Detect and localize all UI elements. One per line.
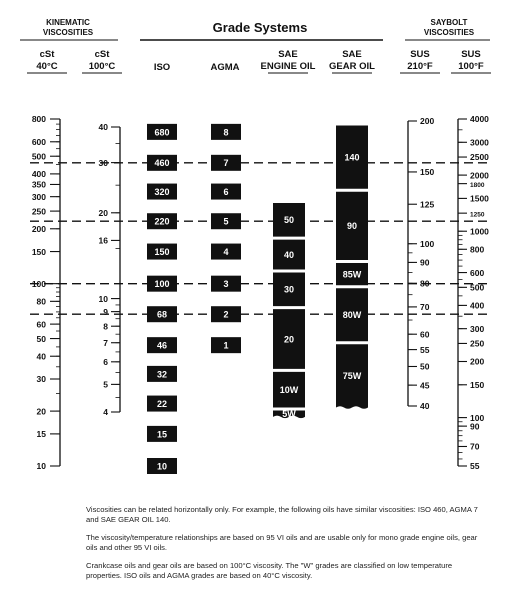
iso-label-15: 15 [156,429,168,440]
axis-tick-label-sus100-19: 55 [470,461,480,472]
axis-tick-label-cst40-16: 15 [36,429,46,440]
axis-tick-label-cst40-5: 300 [31,191,46,202]
axis-tick-label-sus100-13: 250 [470,338,485,349]
sae-engine-label-50: 50 [283,215,295,226]
axis-tick-label-sus100-17: 90 [470,421,480,432]
axis-tick-label-cst100-0: 40 [98,122,108,133]
header-kinematic-line-2: VISCOSITIES [42,28,94,37]
axis-tick-label-cst40-9: 100 [31,278,46,289]
axis-tick-label-cst100-9: 5 [103,379,108,390]
axis-tick-label-sus210-9: 50 [420,361,430,372]
axis-tick-label-sus100-7: 1000 [470,226,489,237]
iso-label-32: 32 [156,369,168,380]
column-header-sus100-line-2: 100°F [458,61,484,72]
column-header-cst40-line-2: 40°C [36,61,58,72]
sae-engine-label-40: 40 [283,249,295,260]
axis-tick-label-sus210-3: 100 [420,238,435,249]
axis-tick-label-sus210-10: 45 [420,380,430,391]
axis-tick-label-cst40-7: 200 [31,223,46,234]
axis-tick-label-sus100-9: 600 [470,267,485,278]
axis-tick-label-sus100-14: 200 [470,356,485,367]
axis-tick-label-cst40-3: 400 [31,169,46,180]
agma-label-7: 7 [223,158,229,169]
axis-tick-label-cst40-0: 800 [31,114,46,125]
axis-tick-label-sus210-11: 40 [420,401,430,412]
axis-tick-label-sus210-8: 55 [420,344,430,355]
iso-label-460: 460 [154,158,170,169]
axis-tick-label-sus210-6: 70 [420,302,430,313]
iso-label-22: 22 [156,398,168,409]
iso-label-10: 10 [156,461,168,472]
column-header-sus210-line-2: 210°F [407,61,433,72]
axis-tick-label-cst100-4: 10 [98,293,108,304]
axis-tick-label-cst100-8: 6 [103,357,108,368]
axis-tick-label-cst40-14: 30 [36,374,46,385]
axis-tick-label-cst100-3: 16 [98,235,108,246]
agma-label-8: 8 [223,127,229,138]
sae-gear-label-75W: 75W [342,371,362,382]
axis-tick-label-sus100-1: 3000 [470,137,489,148]
iso-label-150: 150 [154,246,170,257]
iso-label-68: 68 [156,309,168,320]
axis-tick-label-cst40-13: 40 [36,351,46,362]
sae-engine-label-30: 30 [283,284,295,295]
agma-label-4: 4 [223,246,229,257]
column-header-agma-line-1: AGMA [210,62,240,73]
iso-label-680: 680 [154,127,170,138]
column-header-sae_engine-line-1: SAE [278,49,298,60]
axis-tick-label-sus210-5: 80 [420,278,430,289]
axis-tick-label-cst100-6: 8 [103,321,108,332]
axis-tick-label-sus100-15: 150 [470,379,485,390]
sae-gear-label-85W: 85W [342,269,362,280]
axis-tick-label-sus100-6: 1250 [470,211,485,219]
axis-tick-label-sus100-3: 2000 [470,170,489,181]
axis-tick-label-sus210-4: 90 [420,257,430,268]
axis-tick-label-cst100-1: 30 [98,157,108,168]
caption-2: The viscosity/temperature relationships are based on 95 VI oils and are usable only for mono grade engine oils, gear oils and other 95 VI oils. [86,533,478,552]
agma-label-1: 1 [223,340,229,351]
axis-tick-label-cst40-17: 10 [36,461,46,472]
agma-label-6: 6 [223,186,229,197]
agma-label-5: 5 [223,216,229,227]
iso-label-320: 320 [154,186,170,197]
sae-gear-label-90: 90 [346,221,358,232]
column-header-cst100-line-1: cSt [94,49,110,60]
column-header-sae_gear-line-2: GEAR OIL [329,61,375,72]
axis-tick-label-sus210-7: 60 [420,329,430,340]
iso-label-220: 220 [154,216,170,227]
axis-tick-label-cst40-6: 250 [31,206,46,217]
axis-tick-label-sus100-4: 1800 [470,181,485,189]
sae-gear-label-140: 140 [344,152,360,163]
axis-tick-label-sus210-0: 200 [420,116,435,127]
agma-label-2: 2 [223,309,229,320]
axis-tick-label-sus210-1: 150 [420,167,435,178]
iso-label-46: 46 [156,340,168,351]
column-header-sae_engine-line-2: ENGINE OIL [260,61,316,72]
axis-tick-label-sus100-10: 500 [470,282,485,293]
axis-tick-label-cst40-2: 500 [31,151,46,162]
axis-tick-label-sus100-11: 400 [470,300,485,311]
axis-tick-label-sus100-5: 1500 [470,193,489,204]
header-saybolt-line-2: VISCOSITIES [423,28,475,37]
column-header-sae_gear-line-1: SAE [342,49,362,60]
sae-engine-label-5W: 5W [282,409,296,420]
axis-tick-label-cst100-2: 20 [98,207,108,218]
axis-tick-label-cst40-11: 60 [36,319,46,330]
axis-tick-label-cst100-5: 9 [103,306,108,317]
column-header-sus100-line-1: SUS [461,49,481,60]
axis-tick-label-cst40-10: 80 [36,296,46,307]
sae-engine-label-10W: 10W [279,385,299,396]
axis-tick-label-cst100-10: 4 [103,407,108,418]
header-kinematic-line-1: KINEMATIC [46,18,90,27]
header-grade-systems: Grade Systems [212,20,308,35]
axis-tick-label-sus100-16: 100 [470,412,485,423]
caption-3: Crankcase oils and gear oils are based on 100°C viscosity. The "W" grades are classified on low temperature properties. ISO oils and AGMA grades are based on 40°C viscosity. [86,561,453,580]
caption-1: Viscosities can be related horizontally only. For example, the following oils have similar viscosities: ISO 460, AGMA 7 and SAE GEAR OIL 140. [86,505,478,524]
agma-label-3: 3 [223,279,229,290]
axis-tick-label-cst40-12: 50 [36,333,46,344]
axis-tick-label-sus100-2: 2500 [470,152,489,163]
sae-engine-label-20: 20 [283,334,295,345]
axis-tick-label-cst40-1: 600 [31,136,46,147]
axis-tick-label-sus100-18: 70 [470,441,480,452]
column-header-sus210-line-1: SUS [410,49,430,60]
axis-tick-label-sus100-0: 4000 [470,114,489,125]
axis-tick-label-cst40-8: 150 [31,246,46,257]
axis-tick-label-cst40-4: 350 [31,179,46,190]
column-header-cst100-line-2: 100°C [88,61,116,72]
axis-tick-label-cst40-15: 20 [36,406,46,417]
axis-tick-label-sus100-8: 800 [470,244,485,255]
axis-tick-label-sus210-2: 125 [420,199,435,210]
axis-tick-label-cst100-7: 7 [103,337,108,348]
header-saybolt-line-1: SAYBOLT [430,18,468,27]
sae-gear-label-80W: 80W [342,310,362,321]
iso-label-100: 100 [154,279,170,290]
axis-tick-label-sus100-12: 300 [470,323,485,334]
column-header-cst40-line-1: cSt [39,49,55,60]
column-header-iso-line-1: ISO [153,62,171,73]
